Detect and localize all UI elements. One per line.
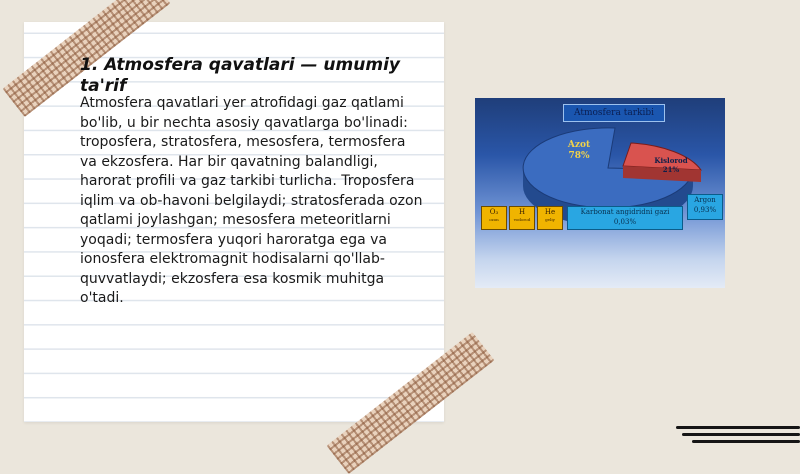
deco-line <box>692 440 800 443</box>
kislorod-label <box>651 156 691 174</box>
gas-symbol: H <box>518 208 526 216</box>
deco-line <box>676 426 800 429</box>
kislorod-name: Kislorod <box>654 156 688 165</box>
argon-value: 0,93% <box>693 206 717 214</box>
co2-box <box>567 206 683 230</box>
gas-sub: vodorod <box>513 217 531 222</box>
gas-box-geliy <box>537 206 563 230</box>
azot-name: Azot <box>567 140 591 150</box>
azot-label <box>563 140 595 162</box>
gas-symbol: O₃ <box>489 208 499 216</box>
azot-value: 78% <box>568 151 590 161</box>
co2-value: 0,03% <box>613 218 637 226</box>
argon-box <box>687 194 723 220</box>
deco-line <box>682 433 800 436</box>
kislorod-value: 21% <box>662 165 680 174</box>
figure-title: Atmosfera tarkibi <box>563 104 665 122</box>
gas-sub: ozon <box>489 217 499 222</box>
slide-body: Atmosfera qavatlari yer atrofidagi gaz qatlami bo'lib, u bir nechta asosiy qavatlarga bo'linadi: troposfera, stratosfera, mesosfera, termosfera va ekzosfera. Har bir qavatning balandligi, harorat profili va gaz tarkibi turlicha. Troposfera iqlim va ob-havoni belgilaydi; stratosferada ozon qatlami joylashgan; mesosfera meteoritlarni yoqadi; termosfera yuqori haroratga ega va ionosfera elektromagnit hodisalarni qo'llab-quvvatlaydi; ekzosfera esa kosmik muhitga o'tadi. <box>80 95 423 306</box>
slide-title: 1. Atmosfera qavatlari — umumiy ta'rif <box>80 55 400 96</box>
gas-box-vodorod <box>509 206 535 230</box>
gas-symbol: He <box>544 208 556 216</box>
co2-name: Karbonat angidridni gazi <box>580 208 670 216</box>
pie-graphic <box>475 98 725 288</box>
atmosphere-composition-figure <box>475 98 725 288</box>
gas-sub: geliy <box>545 217 555 222</box>
gas-box-ozon <box>481 206 507 230</box>
argon-name: Argon <box>694 196 716 204</box>
decorative-lines <box>672 424 800 444</box>
